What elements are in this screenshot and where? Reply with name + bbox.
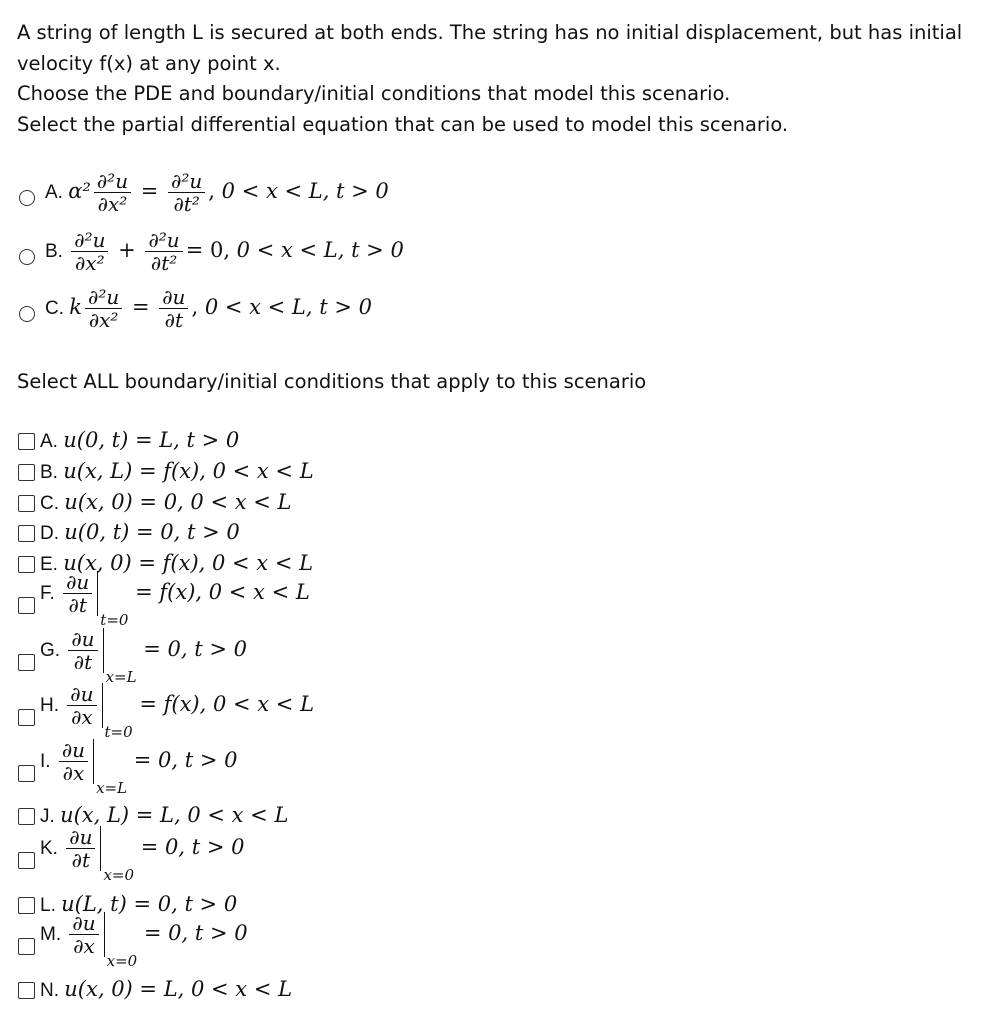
bc-checkbox-d[interactable]	[18, 525, 35, 542]
fraction-denominator: ∂t	[66, 848, 95, 871]
fraction-numerator: ∂²u	[74, 228, 106, 252]
pde-option-c[interactable]	[45, 286, 372, 331]
condition-expression: u(x, 0) = 0,	[64, 490, 191, 514]
option-label: F.	[40, 583, 61, 604]
option-label: I.	[40, 751, 56, 772]
condition-expression: u(0, t) = L,	[63, 428, 187, 452]
domain: t > 0	[187, 520, 240, 544]
coefficient: k	[69, 295, 83, 319]
bc-checkbox-l[interactable]	[18, 897, 35, 914]
operator: =	[125, 295, 157, 319]
domain: 0 < x < L, t > 0	[221, 179, 389, 203]
derivative-lhs	[94, 170, 131, 215]
fraction-denominator: ∂t	[63, 593, 92, 616]
pde-radio-b[interactable]	[19, 249, 35, 265]
domain: t > 0	[184, 892, 238, 916]
partial-derivative	[63, 571, 92, 616]
evaluation-bar	[60, 571, 98, 616]
fraction-numerator: ∂u	[61, 738, 86, 762]
bc-question: Select ALL boundary/initial conditions that apply to this scenario	[17, 370, 647, 393]
operator: =	[134, 179, 166, 203]
bc-checkbox-f[interactable]	[18, 597, 35, 614]
fraction-numerator: ∂²u	[96, 169, 129, 193]
bc-option-n[interactable]	[40, 976, 292, 1004]
evaluation-bar	[66, 912, 104, 957]
condition-rhs: = 0,	[127, 748, 185, 772]
fraction-numerator: ∂u	[70, 682, 94, 706]
domain: t > 0	[194, 921, 248, 945]
equation-tail: ,	[191, 295, 205, 319]
domain: t > 0	[186, 428, 240, 452]
bc-checkbox-b[interactable]	[18, 464, 35, 481]
bc-option-d[interactable]	[40, 519, 240, 547]
option-label: B.	[45, 241, 69, 262]
option-label: A.	[45, 182, 69, 203]
domain: 0 < x < L, t > 0	[236, 238, 404, 262]
domain: 0 < x < L	[212, 551, 314, 575]
bc-option-a[interactable]	[40, 427, 239, 455]
domain: 0 < x < L	[191, 977, 293, 1001]
domain: t > 0	[191, 835, 245, 859]
bc-checkbox-i[interactable]	[18, 765, 35, 782]
intro-line-3: Choose the PDE and boundary/initial conditions that model this scenario.	[17, 82, 731, 105]
option-label: G.	[40, 640, 66, 661]
evaluation-point: x=L	[96, 779, 128, 797]
domain: 0 < x < L	[212, 459, 314, 483]
bc-checkbox-e[interactable]	[18, 556, 35, 573]
condition-rhs: = 0,	[134, 835, 192, 859]
partial-derivative	[69, 912, 98, 957]
option-label: A.	[40, 431, 64, 452]
bc-checkbox-m[interactable]	[18, 938, 35, 955]
condition-expression: u(x, 0) = f(x),	[63, 551, 212, 575]
evaluation-bar	[64, 683, 102, 728]
bc-option-k[interactable]	[40, 826, 244, 888]
partial-derivative	[66, 826, 95, 871]
condition-rhs: = f(x),	[128, 580, 209, 604]
domain: 0 < x < L, t > 0	[204, 295, 372, 319]
bc-checkbox-g[interactable]	[18, 654, 35, 671]
option-label: H.	[40, 695, 65, 716]
derivative-rhs	[145, 229, 182, 274]
evaluation-point: t=0	[104, 723, 133, 741]
condition-expression: u(x, L) = f(x),	[63, 459, 213, 483]
option-label: J.	[40, 806, 61, 827]
domain: t > 0	[194, 637, 247, 661]
intro-line-2: velocity f(x) at any point x.	[17, 52, 281, 75]
condition-expression: u(L, t) = 0,	[61, 892, 185, 916]
option-label: C.	[40, 493, 65, 514]
bc-option-c[interactable]	[40, 489, 291, 517]
bc-checkbox-h[interactable]	[18, 709, 35, 726]
domain: 0 < x < L	[190, 490, 292, 514]
partial-derivative	[59, 739, 88, 784]
bc-checkbox-j[interactable]	[18, 808, 35, 825]
operator: +	[111, 238, 143, 262]
condition-rhs: = f(x),	[132, 692, 213, 716]
equation-tail: = 0,	[185, 238, 237, 262]
fraction-numerator: ∂u	[162, 285, 186, 309]
evaluation-point: x=0	[103, 866, 135, 884]
fraction-denominator: ∂t	[68, 650, 97, 673]
condition-expression: u(0, t) = 0,	[64, 520, 187, 544]
pde-radio-c[interactable]	[19, 306, 35, 322]
fraction-numerator: ∂u	[71, 627, 95, 651]
fraction-denominator: ∂x²	[71, 251, 108, 274]
bc-checkbox-n[interactable]	[18, 982, 35, 999]
evaluation-bar	[65, 628, 103, 673]
intro-line-1: A string of length L is secured at both ends. The string has no initial displacement, but has initial	[17, 21, 963, 44]
evaluation-point: x=0	[106, 952, 138, 970]
fraction-denominator: ∂x	[69, 934, 98, 957]
bc-option-i[interactable]	[40, 739, 238, 801]
evaluation-bar	[56, 739, 94, 784]
fraction-numerator: ∂u	[66, 570, 90, 594]
bc-option-b[interactable]	[40, 458, 314, 486]
fraction-denominator: ∂t²	[145, 251, 182, 274]
bc-option-f[interactable]	[40, 571, 310, 633]
fraction-numerator: ∂²u	[148, 228, 180, 252]
fraction-denominator: ∂x	[67, 705, 96, 728]
domain: 0 < x < L	[187, 803, 289, 827]
fraction-denominator: ∂t	[159, 308, 188, 331]
option-label: E.	[40, 554, 64, 575]
evaluation-point: t=0	[100, 611, 129, 629]
fraction-numerator: ∂u	[69, 825, 93, 849]
pde-radio-a[interactable]	[19, 190, 35, 206]
domain: t > 0	[184, 748, 238, 772]
partial-derivative	[68, 628, 97, 673]
condition-expression: u(x, 0) = L,	[64, 977, 191, 1001]
option-label: L.	[40, 895, 62, 916]
derivative-rhs	[159, 286, 188, 331]
fraction-denominator: ∂x²	[94, 192, 131, 215]
pde-option-a[interactable]	[45, 170, 389, 215]
domain: 0 < x < L	[212, 692, 315, 716]
option-label: B.	[40, 462, 64, 483]
fraction-numerator: ∂²u	[88, 285, 120, 309]
condition-rhs: = 0,	[137, 921, 195, 945]
fraction-denominator: ∂t²	[168, 192, 205, 215]
equation-tail: ,	[208, 179, 222, 203]
fraction-denominator: ∂x²	[85, 308, 122, 331]
bc-option-h[interactable]	[40, 683, 314, 745]
evaluation-bar	[63, 826, 101, 871]
bc-checkbox-k[interactable]	[18, 852, 35, 869]
derivative-rhs	[168, 170, 205, 215]
partial-derivative	[67, 683, 96, 728]
option-label: D.	[40, 523, 65, 544]
pde-option-b[interactable]	[45, 229, 404, 274]
coefficient: α²	[68, 179, 91, 203]
derivative-lhs	[85, 286, 122, 331]
bc-option-m[interactable]	[40, 912, 248, 974]
evaluation-point: x=L	[105, 668, 137, 686]
fraction-numerator: ∂u	[72, 911, 96, 935]
bc-option-g[interactable]	[40, 628, 247, 690]
condition-expression: u(x, L) = L,	[60, 803, 188, 827]
fraction-numerator: ∂²u	[171, 169, 203, 193]
option-label: M.	[40, 924, 67, 945]
option-label: N.	[40, 980, 65, 1001]
option-label: K.	[40, 838, 64, 859]
fraction-denominator: ∂x	[59, 761, 88, 784]
condition-rhs: = 0,	[136, 637, 195, 661]
bc-checkbox-a[interactable]	[18, 433, 35, 450]
pde-question: Select the partial differential equation that can be used to model this scenario.	[17, 113, 789, 136]
derivative-lhs	[71, 229, 108, 274]
bc-checkbox-c[interactable]	[18, 495, 35, 512]
option-label: C.	[45, 298, 70, 319]
domain: 0 < x < L	[208, 580, 310, 604]
